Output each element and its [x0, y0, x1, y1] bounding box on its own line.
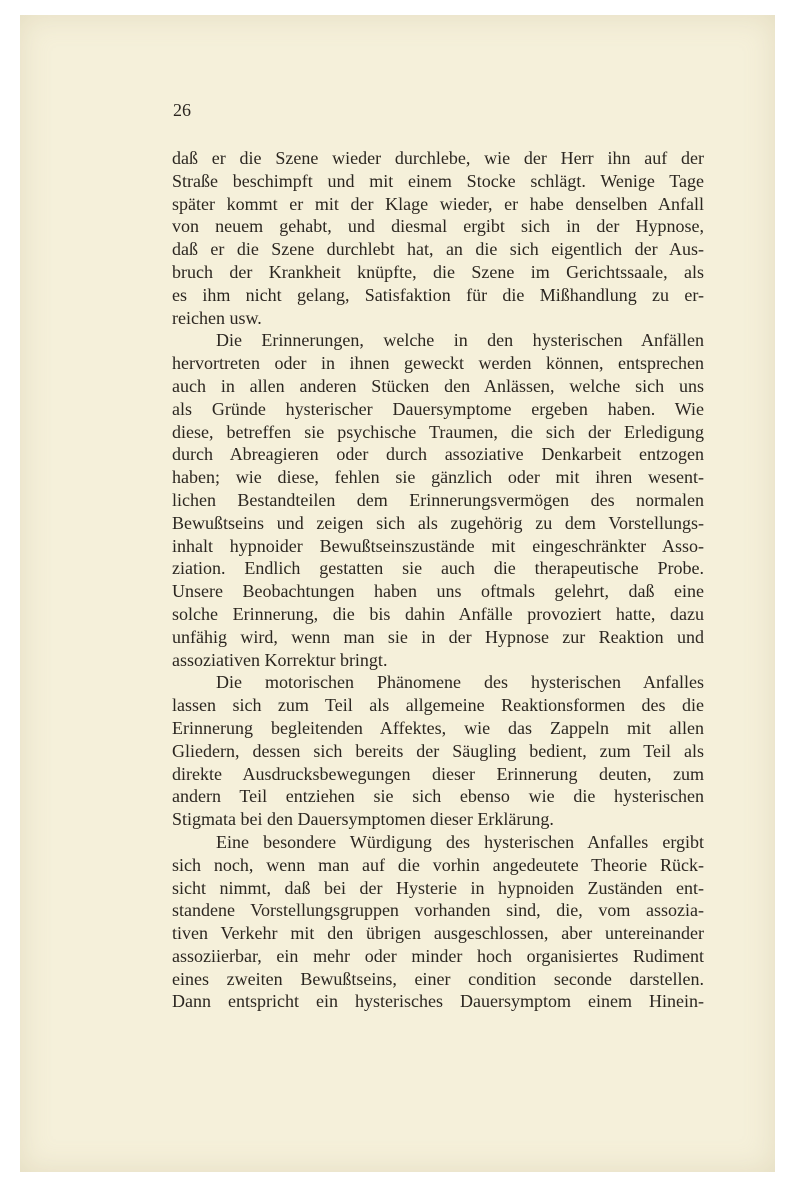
paragraph: [172, 147, 704, 329]
text-line: lichen Bestandteilen dem Erinnerungsvermögen des normalen: [172, 489, 704, 510]
text-line: von neuem gehabt, und diesmal ergibt sich in der Hypnose,: [172, 216, 704, 237]
text-line: haben; wie diese, fehlen sie gänzlich oder mit ihren wesent-: [172, 467, 704, 488]
text-line: ziation. Endlich gestatten sie auch die therapeutische Probe.: [172, 558, 704, 579]
text-line: diese, betreffen sie psychische Traumen, die sich der Erledigung: [172, 421, 704, 442]
text-line: Straße beschimpft und mit einem Stocke schlägt. Wenige Tage: [172, 170, 704, 191]
text-line: Gliedern, dessen sich bereits der Säugling bedient, zum Teil als: [172, 740, 704, 761]
text-line: standene Vorstellungsgruppen vorhanden sind, die, vom assozia-: [172, 900, 704, 921]
paragraph: [172, 329, 704, 671]
text-line: daß er die Szene durchlebt hat, an die sich eigentlich der Aus-: [172, 239, 704, 260]
text-line: später kommt er mit der Klage wieder, er habe denselben Anfall: [172, 193, 704, 214]
text-line: bruch der Krankheit knüpfte, die Szene im Gerichtssaale, als: [172, 261, 704, 282]
text-line: Eine besondere Würdigung des hysterischen Anfalles ergibt: [216, 831, 704, 852]
paragraph: [172, 671, 704, 831]
text-line: Bewußtseins und zeigen sich als zugehörig zu dem Vorstellungs-: [172, 512, 704, 533]
page-number: 26: [173, 100, 191, 120]
text-line: unfähig wird, wenn man sie in der Hypnose zur Reaktion und: [172, 626, 704, 647]
text-line: als Gründe hysterischer Dauersymptome ergeben haben. Wie: [172, 398, 704, 419]
text-line: reichen usw.: [172, 307, 262, 328]
text-line: inhalt hypnoider Bewußtseinszustände mit eingeschränkter Asso-: [172, 535, 704, 556]
text-line: Erinnerung begleitenden Affektes, wie das Zappeln mit allen: [172, 717, 704, 738]
text-line: Dann entspricht ein hysterisches Dauersymptom einem Hinein-: [172, 991, 704, 1012]
text-line: durch Abreagieren oder durch assoziative Denkarbeit entzogen: [172, 444, 704, 465]
text-line: direkte Ausdrucksbewegungen dieser Erinnerung deuten, zum: [172, 763, 704, 784]
paragraph: [172, 831, 704, 1013]
text-line: assoziierbar, ein mehr oder minder hoch organisiertes Rudiment: [172, 945, 704, 966]
text-line: assoziativen Korrektur bringt.: [172, 649, 388, 670]
text-line: daß er die Szene wieder durchlebe, wie der Herr ihn auf der: [172, 148, 704, 168]
text-line: eines zweiten Bewußtseins, einer condition seconde darstellen.: [172, 968, 704, 989]
text-line: lassen sich zum Teil als allgemeine Reaktionsformen des die: [172, 695, 704, 716]
text-line: sicht nimmt, daß bei der Hysterie in hypnoiden Zuständen ent-: [172, 877, 704, 898]
text-line: solche Erinnerung, die bis dahin Anfälle provoziert hatte, dazu: [172, 603, 704, 624]
body-text: [172, 147, 704, 1013]
text-line: es ihm nicht gelang, Satisfaktion für die Mißhandlung zu er-: [172, 284, 704, 305]
text-line: auch in allen anderen Stücken den Anlässen, welche sich uns: [172, 375, 704, 396]
text-line: andern Teil entziehen sie sich ebenso wie die hysterischen: [172, 786, 704, 807]
text-line: tiven Verkehr mit den übrigen ausgeschlossen, aber untereinander: [172, 923, 704, 944]
text-line: Unsere Beobachtungen haben uns oftmals gelehrt, daß eine: [172, 581, 704, 602]
text-line: Die motorischen Phänomene des hysterischen Anfalles: [216, 672, 704, 693]
text-line: sich noch, wenn man auf die vorhin angedeutete Theorie Rück-: [172, 854, 704, 875]
text-line: hervortreten oder in ihnen geweckt werden können, entsprechen: [172, 353, 704, 374]
text-line: Die Erinnerungen, welche in den hysterischen Anfällen: [216, 330, 704, 351]
text-line: Stigmata bei den Dauersymptomen dieser Erklärung.: [172, 809, 554, 830]
